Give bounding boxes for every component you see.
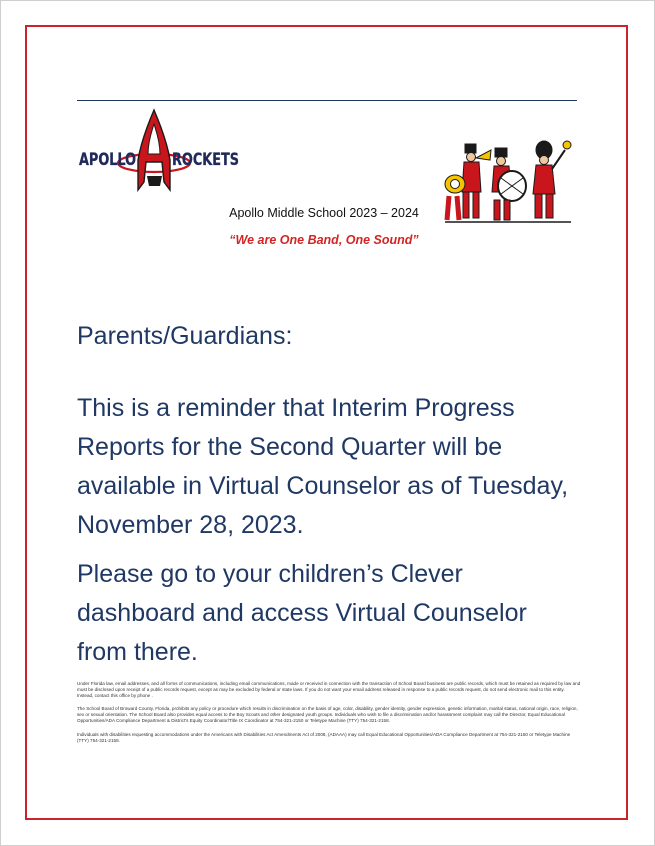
band-motto: “We are One Band, One Sound”	[229, 233, 419, 247]
ada-notice: Individuals with disabilities requesting accommodations under the Americans with Disabilities Act Amendments Act of 2008, (ADAAA) may call Equal Educational Opportunities/ADA Compliance Department at 754-321-2150 or Teletype Machine (TTY) 754-321-2158.	[77, 732, 571, 744]
marching-band-clipart	[443, 136, 575, 224]
logo-text-rockets: ROCKETS	[172, 150, 239, 170]
logo-text-apollo: APOLLO	[79, 150, 136, 170]
apollo-rockets-logo	[78, 108, 243, 193]
instructions-paragraph: Please go to your children’s Clever dashboard and access Virtual Counselor from there.	[77, 560, 527, 666]
school-year-line: Apollo Middle School 2023 – 2024	[229, 206, 419, 220]
nondiscrimination-notice: The School Board of Broward County, Florida, prohibits any policy or procedure which results in discrimination on the basis of age, color, disability, gender identity, gender expression, genetic information, marital status, national origin, race, religion, sex or sexual orientation. The School Board also provides equal access to the Boy Scouts and other designated youth groups. Individuals who wish to file a discrimination and/or harassment complaint may call the Director, Equal Educational Opportunities/ADA Compliance Department & District's Equity Coordinator/Title IX Coordinator at 754-321-2150 or Teletype Machine (TTY) 754-321-2158.	[77, 706, 578, 724]
public-records-notice: Under Florida law, email addresses, and all forms of communications, including email communications, made or received in connection with the transaction of School Board business are public records, which must be retained as required by law and must be disclosed upon receipt of a public records request, except as may be excluded by federal or state laws. If you do not want your email address released in response to a public records request, do not send electronic mail to this entity. Instead, contact this office by phone .	[77, 681, 581, 699]
header-rule	[77, 100, 577, 101]
greeting: Parents/Guardians:	[77, 322, 293, 350]
reminder-paragraph: This is a reminder that Interim Progress Reports for the Second Quarter will be available in Virtual Counselor as of Tuesday, November 28, 2023.	[77, 394, 569, 539]
